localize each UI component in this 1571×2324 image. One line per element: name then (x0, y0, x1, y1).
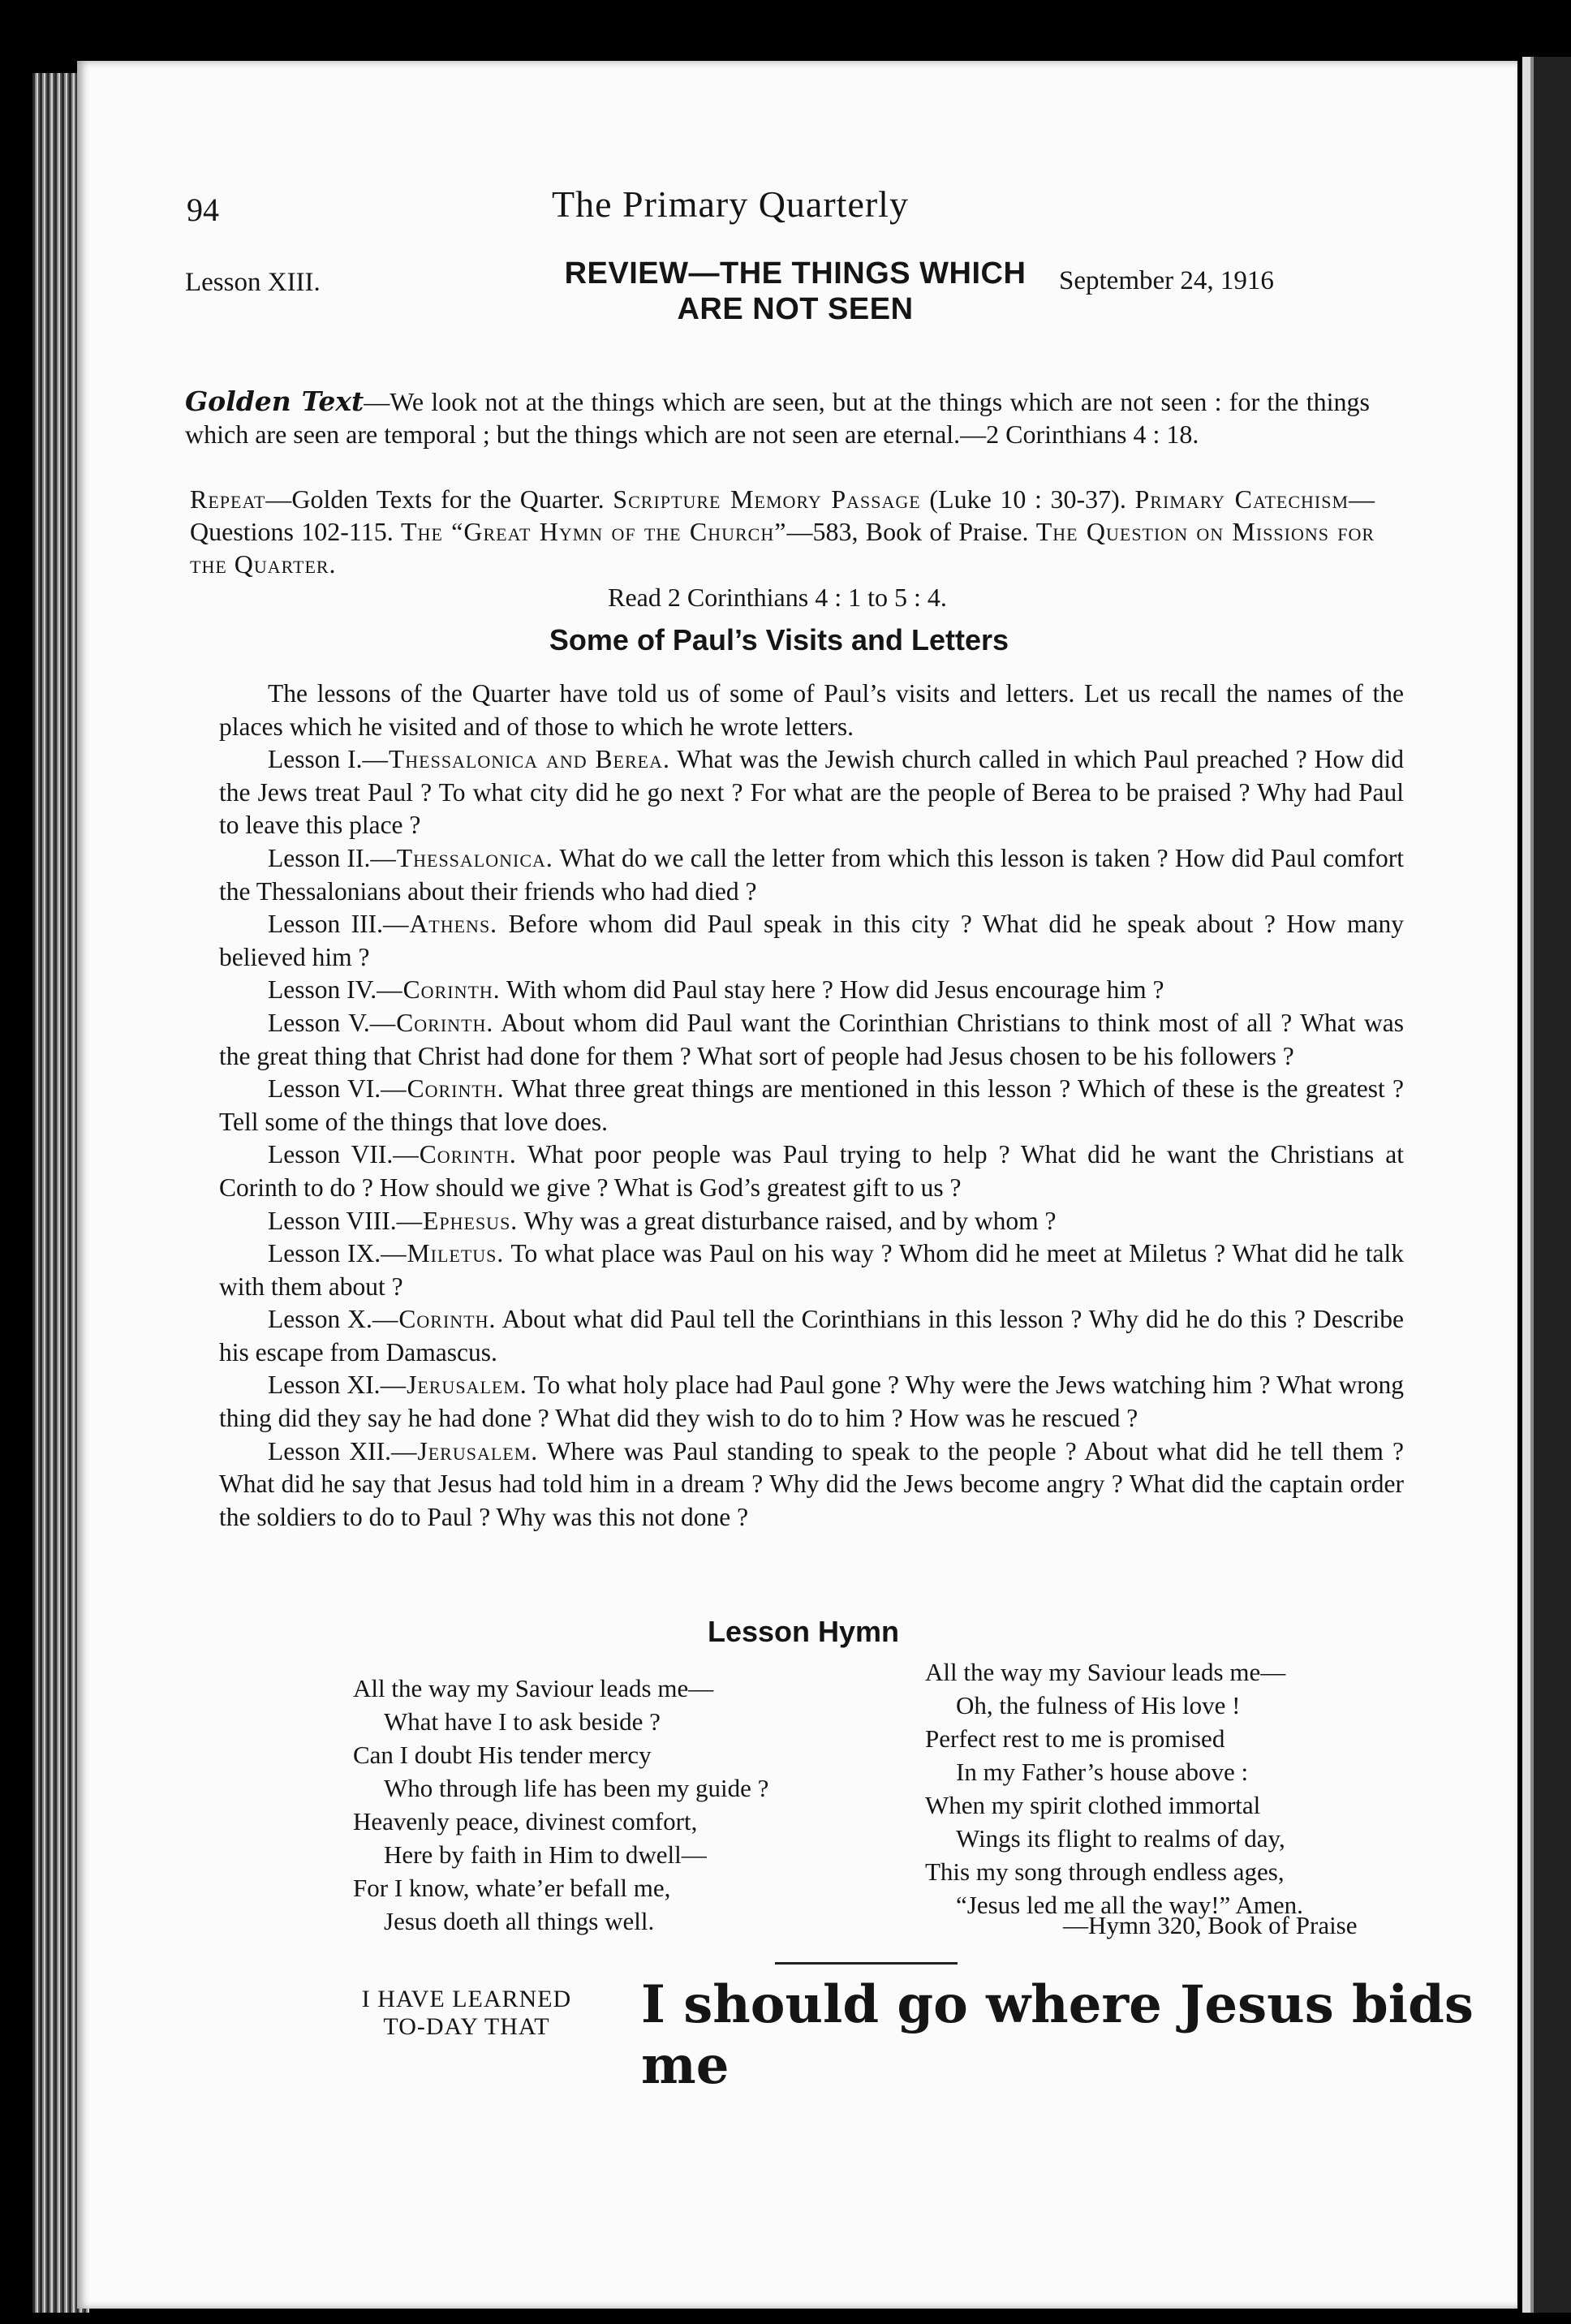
lesson-place: —Jerusalem. (380, 1371, 527, 1400)
lesson-question-text: What three great things are mentioned in this lesson ? Which of these is the greatest ? Tell some of the things that love does. (219, 1074, 1404, 1136)
journal-title: The Primary Quarterly (552, 183, 909, 225)
lesson-question-paragraph (219, 974, 1404, 1007)
hymn-line: All the way my Saviour leads me— (353, 1674, 714, 1702)
great-hymn-label: The “Great Hymn of the Church” (401, 517, 787, 546)
lesson-question-text: Why was a great disturbance raised, and by whom ? (518, 1206, 1057, 1235)
lesson-place: —Corinth. (381, 1074, 505, 1104)
lesson-ref: Lesson VIII. (268, 1206, 397, 1235)
learned-label (333, 1986, 600, 2041)
lesson-ref: Lesson XII. (268, 1436, 391, 1465)
lesson-question-paragraph (219, 1435, 1404, 1534)
lesson-place: —Ephesus. (396, 1206, 519, 1235)
divider-rule (775, 1962, 958, 1965)
missions-question: The Question on Missions for the Quarter. (190, 517, 1375, 579)
hymn-heading: Lesson Hymn (707, 1615, 900, 1648)
lesson-question-text: Where was Paul standing to speak to the people ? About what did he tell them ? What did he say that Jesus had told him in a dream ? Why did the Jews become angry ? What did the captain order the soldiers to do to Paul ? Why was this not done ? (219, 1436, 1404, 1531)
lesson-ref: Lesson VI. (268, 1074, 381, 1104)
great-hymn-text: —583, Book of Praise. (786, 517, 1029, 546)
lesson-title (463, 256, 1128, 327)
lesson-ref: Lesson I. (268, 745, 363, 774)
lesson-question-paragraph (219, 1073, 1404, 1138)
learned-line1: I HAVE LEARNED (361, 1986, 572, 2012)
lesson-question-paragraph (219, 908, 1404, 974)
intro-paragraph: The lessons of the Quarter have told us of some of Paul’s visits and letters. Let us recall the names of the places which he visited and of those to which he wrote letters. (219, 679, 1404, 741)
lesson-place: —Corinth. (377, 975, 501, 1005)
lesson-place: —Corinth. (393, 1140, 517, 1169)
lesson-place: —Thessalonica and Berea. (362, 745, 670, 774)
lesson-ref: Lesson II. (268, 843, 371, 872)
lesson-number: Lesson XIII. (185, 268, 321, 297)
hymn-line: All the way my Saviour leads me— (925, 1658, 1286, 1686)
lesson-question-text: About what did Paul tell the Corinthians in this lesson ? Why did he do this ? Describe his escape from Damascus. (219, 1305, 1404, 1366)
lesson-date: September 24, 1916 (1059, 266, 1274, 295)
lesson-question-text: About whom did Paul want the Corinthian Christians to think most of all ? What was the great thing that Christ had done for them ? What sort of people had Jesus chosen to be his followers ? (219, 1008, 1405, 1070)
lesson-place: —Thessalonica. (370, 843, 553, 872)
lesson-ref: Lesson IX. (268, 1239, 381, 1268)
golden-text-label: Golden Text (185, 385, 364, 417)
lesson-questions (219, 678, 1404, 1534)
lesson-question-text: What poor people was Paul trying to help ? What did he want the Christians at Corinth to do ? How should we give ? What is God’s greatest gift to us ? (219, 1140, 1404, 1202)
hymn-line: In my Father’s house above : (956, 1758, 1249, 1786)
catechism-text: —Questions 102-115. (190, 484, 1375, 546)
lesson-question-paragraph (219, 1237, 1404, 1303)
hymn-line: When my spirit clothed immortal (925, 1791, 1261, 1819)
learned-answer: I should go where Jesus bids me (641, 1974, 1474, 2096)
lesson-title-line1: REVIEW—THE THINGS WHICH (564, 256, 1027, 290)
lesson-place: —Corinth. (369, 1008, 494, 1037)
lesson-question-text: What was the Jewish church called in which Paul preached ? How did the Jews treat Paul ? To what city did he go next ? For what are the people of Berea to be praised ? Why had Paul to leave this place ? (219, 745, 1404, 840)
hymn-verse-right (925, 1655, 1303, 1922)
lesson-question-text: Before whom did Paul speak in this city ? What did he speak about ? How many believed him ? (219, 910, 1404, 971)
lesson-ref: Lesson V. (268, 1008, 370, 1037)
lesson-place: —Athens. (383, 910, 498, 939)
hymn-line: Can I doubt His tender mercy (353, 1741, 652, 1769)
lesson-question-paragraph (219, 743, 1404, 842)
lesson-place: —Miletus. (381, 1239, 505, 1268)
hymn-source: —Hymn 320, Book of Praise (1063, 1911, 1358, 1939)
lesson-question-paragraph (219, 1303, 1404, 1369)
repeat-text: —Golden Texts for the Quarter. (265, 484, 605, 514)
lesson-ref: Lesson XI. (268, 1371, 381, 1400)
hymn-line: Jesus doeth all things well. (384, 1907, 655, 1935)
lesson-question-text: What do we call the letter from which this lesson is taken ? How did Paul comfort the Thessalonians about their friends who had died ? (219, 843, 1404, 906)
hymn-verse-left (353, 1672, 768, 1938)
lesson-ref: Lesson VII. (268, 1140, 394, 1169)
hymn-line: For I know, whate’er befall me, (353, 1874, 671, 1902)
hymn-line: Wings its flight to realms of day, (956, 1824, 1285, 1853)
repeat-label: Repeat (190, 484, 266, 514)
golden-text-body: —We look not at the things which are seen, but at the things which are not seen : for the things which are seen are temporal ; but the things which are not seen are eternal.—2 Corinthians 4 : 18. (185, 387, 1370, 449)
lesson-place: —Jerusalem. (390, 1436, 539, 1465)
lesson-ref: Lesson IV. (268, 975, 377, 1005)
learned-line2: TO-DAY THAT (383, 2013, 550, 2040)
hymn-line: This my song through endless ages, (925, 1857, 1285, 1886)
hymn-line: “Jesus led me all the way!” Amen. (956, 1891, 1303, 1919)
memory-passage-ref: (Luke 10 : 30-37). (920, 484, 1126, 514)
lesson-place: —Corinth. (372, 1305, 497, 1334)
lesson-question-text: To what holy place had Paul gone ? Why were the Jews watching him ? What wrong thing did they say he had done ? What did they wish to do to him ? How was he rescued ? (219, 1371, 1404, 1433)
hymn-line: Here by faith in Him to dwell— (384, 1840, 707, 1869)
lesson-ref: Lesson X. (268, 1305, 372, 1334)
golden-text (185, 385, 1370, 450)
lesson-ref: Lesson III. (268, 910, 384, 939)
lesson-question-paragraph (219, 1205, 1404, 1238)
hymn-line: Perfect rest to me is promised (925, 1724, 1225, 1753)
page-number: 94 (187, 192, 219, 228)
catechism-label: Primary Catechism (1134, 484, 1349, 514)
lesson-question-paragraph (219, 1138, 1404, 1204)
hymn-line: Heavenly peace, divinest comfort, (353, 1807, 698, 1836)
lesson-title-line2: ARE NOT SEEN (677, 292, 914, 326)
lesson-question-paragraph (219, 1007, 1404, 1073)
hymn-line: Who through life has been my guide ? (384, 1774, 769, 1802)
lesson-question-text: With whom did Paul stay here ? How did Jesus encourage him ? (500, 975, 1164, 1005)
hymn-line: What have I to ask beside ? (384, 1707, 661, 1736)
memory-passage-label: Scripture Memory Passage (613, 484, 921, 514)
lesson-question-paragraph (219, 842, 1404, 908)
lesson-question-paragraph (219, 1369, 1404, 1435)
repeat-block (190, 483, 1375, 580)
section-heading: Some of Paul’s Visits and Letters (549, 623, 1009, 656)
reading-reference: Read 2 Corinthians 4 : 1 to 5 : 4. (608, 583, 947, 612)
lesson-question-text: To what place was Paul on his way ? Whom did he meet at Miletus ? What did he talk with them about ? (219, 1239, 1404, 1301)
hymn-line: Oh, the fulness of His love ! (956, 1691, 1241, 1719)
